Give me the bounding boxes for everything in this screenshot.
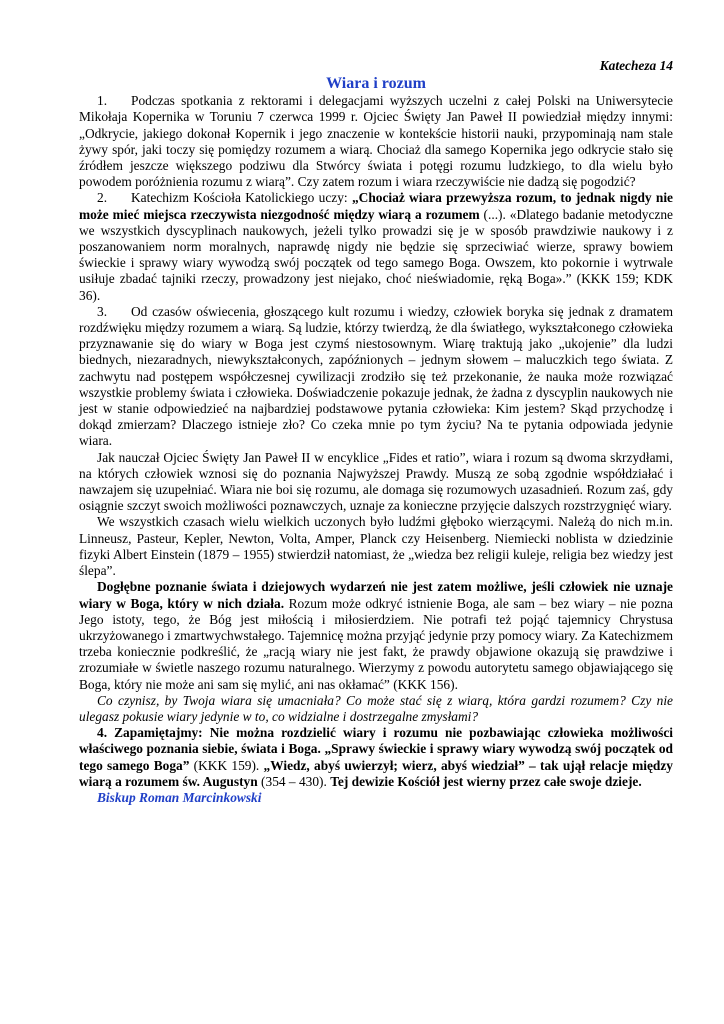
document-page (79, 58, 673, 806)
paragraph-4: Jak nauczał Ojciec Święty Jan Paweł II w encyklice „Fides et ratio”, wiara i rozum są dwoma skrzydłami, na których człowiek wznosi się do poznania Najwyższej Prawdy. Muszą ze sobą zgodnie współdziałać i nawzajem się uzupełniać. Wiara nie boi się rozumu, ale domaga się rozumowych uzasadnień. Rozum zaś, gdy osiągnie szczyt swoich możliwości poznawczych, uznaje za konieczne przyjęcie dalszych rozstrzygnięć wiary. (79, 449, 673, 514)
summary-ref-2: (354 – 430). (257, 773, 331, 789)
catechesis-number: Katecheza 14 (599, 58, 673, 73)
paragraph-bold-quote: „Chociaż wiara przewyższa rozum, to jednak nigdy nie może mieć miejsca rzeczywista niezgodność między wiarą a rozumem (79, 190, 674, 222)
summary-bold-2: „Wiedz, abyś uwierzył; wierz, abyś wiedział” – tak ujął relacje między wiarą a rozumem św. Augustyn (79, 757, 673, 789)
summary-ref-1: (KKK 159). (189, 757, 264, 773)
paragraph-bold-thesis: Dogłębne poznanie świata i dziejowych wydarzeń nie jest zatem możliwe, jeśli człowiek nie uznaje wiary w Boga, który w nich działa. (79, 579, 673, 611)
paragraph-1 (79, 93, 673, 190)
paragraph-text: Podczas spotkania z rektorami i delegacjami wyższych uczelni z całej Polski na Uniwersytecie Mikołaja Kopernika w Toruniu 7 czerwca 1999 r. Ojciec Święty Jan Paweł II powiedział między innymi: „Odkrycie, jakiego dokonał Kopernik i jego znaczenie w kontekście historii nauki, przypominają nam stale żywy spór, jaki toczy się pomiędzy rozumem a wiarą. Chociaż dla samego Kopernika jego odkrycie stało się źródłem jeszcze większego podziwu dla Stwórcy świata i potęgi rozumu ludzkiego, to dla wielu było powodem poróżnienia rozumu z wiarą”. Czy zatem rozum i wiara rzeczywiście nie dadzą się pogodzić? (79, 93, 673, 190)
paragraph-number: 1. (97, 93, 108, 109)
paragraph-3 (79, 304, 673, 450)
paragraph-text: (...). «Dlatego badanie metodyczne we wszystkich dyscyplinach naukowych, jeżeli tylko prowadzi się je w sposób prawdziwie naukowy i z poszanowaniem norm moralnych, naprawdę nigdy nie będzie się sprzeciwiać wierze, sprawy bowiem świeckie i sprawy wiary wywodzą swój początek od tego samego Boga. Owszem, kto pokornie i wytrwale usiłuje zbadać tajniki rzeczy, prowadzony jest niejako, choć nieświadomie, ręką Boga».” (KKK 159; KDK 36). (79, 206, 673, 303)
page-title: Wiara i rozum (326, 75, 426, 93)
paragraph-6 (79, 579, 673, 692)
paragraph-5: We wszystkich czasach wielu wielkich uczonych było ludźmi głęboko wierzącymi. Należą do nich m.in. Linneusz, Pasteur, Kepler, Newton, Volta, Amper, Planck czy Heisenberg. Niemiecki noblista w dziedzinie fizyki Albert Einstein (1879 – 1955) stwierdził natomiast, że „wiedza bez religii kuleje, religia bez wiedzy jest ślepa”. (79, 514, 673, 579)
paragraph-text: Od czasów oświecenia, głoszącego kult rozumu i wiedzy, człowiek boryka się jednak z dramatem rozdźwięku między rozumem a wiarą. Są ludzie, którzy twierdzą, że dla światłego, wykształconego człowieka przyznawanie się do wiary w Boga jest czymś niestosownym. Wiarę traktują jako „ukojenie” dla ludzi biednych, niezaradnych, niewykształconych, zapóźnionych – jednym słowem – maluczkich tego świata. Z zachwytu nad postępem współczesnej cywilizacji zrodziło się też przekonanie, że nauka może rozwiązać wszystkie problemy świata i człowieka. Doświadczenie pokazuje jednak, że żadna z dyscyplin naukowych nie jest w stanie odpowiedzieć na najbardziej podstawowe pytania człowieka: Kim jestem? Skąd przychodzę i dokąd zmierzam? Dlaczego istnieje zło? Co czeka mnie po tym życiu? Na te pytania odpowiada jedynie wiara. (79, 303, 673, 449)
summary-bold-1: 4. Zapamiętajmy: Nie można rozdzielić wiary i rozumu nie pozbawiając człowieka możliwości właściwego poznania siebie, świata i Boga. „Sprawy świeckie i sprawy wiary wywodzą swój początek od tego samego Boga” (79, 725, 673, 773)
author-signature: Biskup Roman Marcinkowski (97, 789, 262, 805)
paragraph-2 (79, 190, 673, 303)
summary-paragraph (79, 725, 673, 790)
paragraph-text: Rozum może odkryć istnienie Boga, ale sam – bez wiary – nie pozna Jego istoty, tego, że Bóg jest miłością i miłosierdziem. Nie potrafi też pojąć tajemnicy Chrystusa ukrzyżowanego i zmartwychwstałego. Tajemnicę można przyjąć jedynie przy pomocy wiary. Za Katechizmem trzeba koniecznie podkreślić, że „racją wiary nie jest fakt, że prawdy objawione okazują się prawdziwe i zrozumiałe w świetle naszego rozumu naturalnego. Wierzymy z powodu autorytetu samego objawiającego się Boga, który nie może ani sam się mylić, ani nas okłamać” (KKK 156). (79, 595, 673, 692)
reflection-questions: Co czynisz, by Twoja wiara się umacniała? Co może stać się z wiarą, która gardzi rozumem? Czy nie ulegasz pokusie wiary jedynie w to, co widzialne i dostrzegalne zmysłami? (79, 692, 673, 724)
paragraph-intro: Katechizm Kościoła Katolickiego uczy: (131, 190, 352, 206)
summary-bold-3: Tej dewizie Kościół jest wierny przez całe swoje dzieje. (330, 773, 642, 789)
paragraph-number: 2. (97, 190, 108, 206)
paragraph-number: 3. (97, 303, 108, 319)
